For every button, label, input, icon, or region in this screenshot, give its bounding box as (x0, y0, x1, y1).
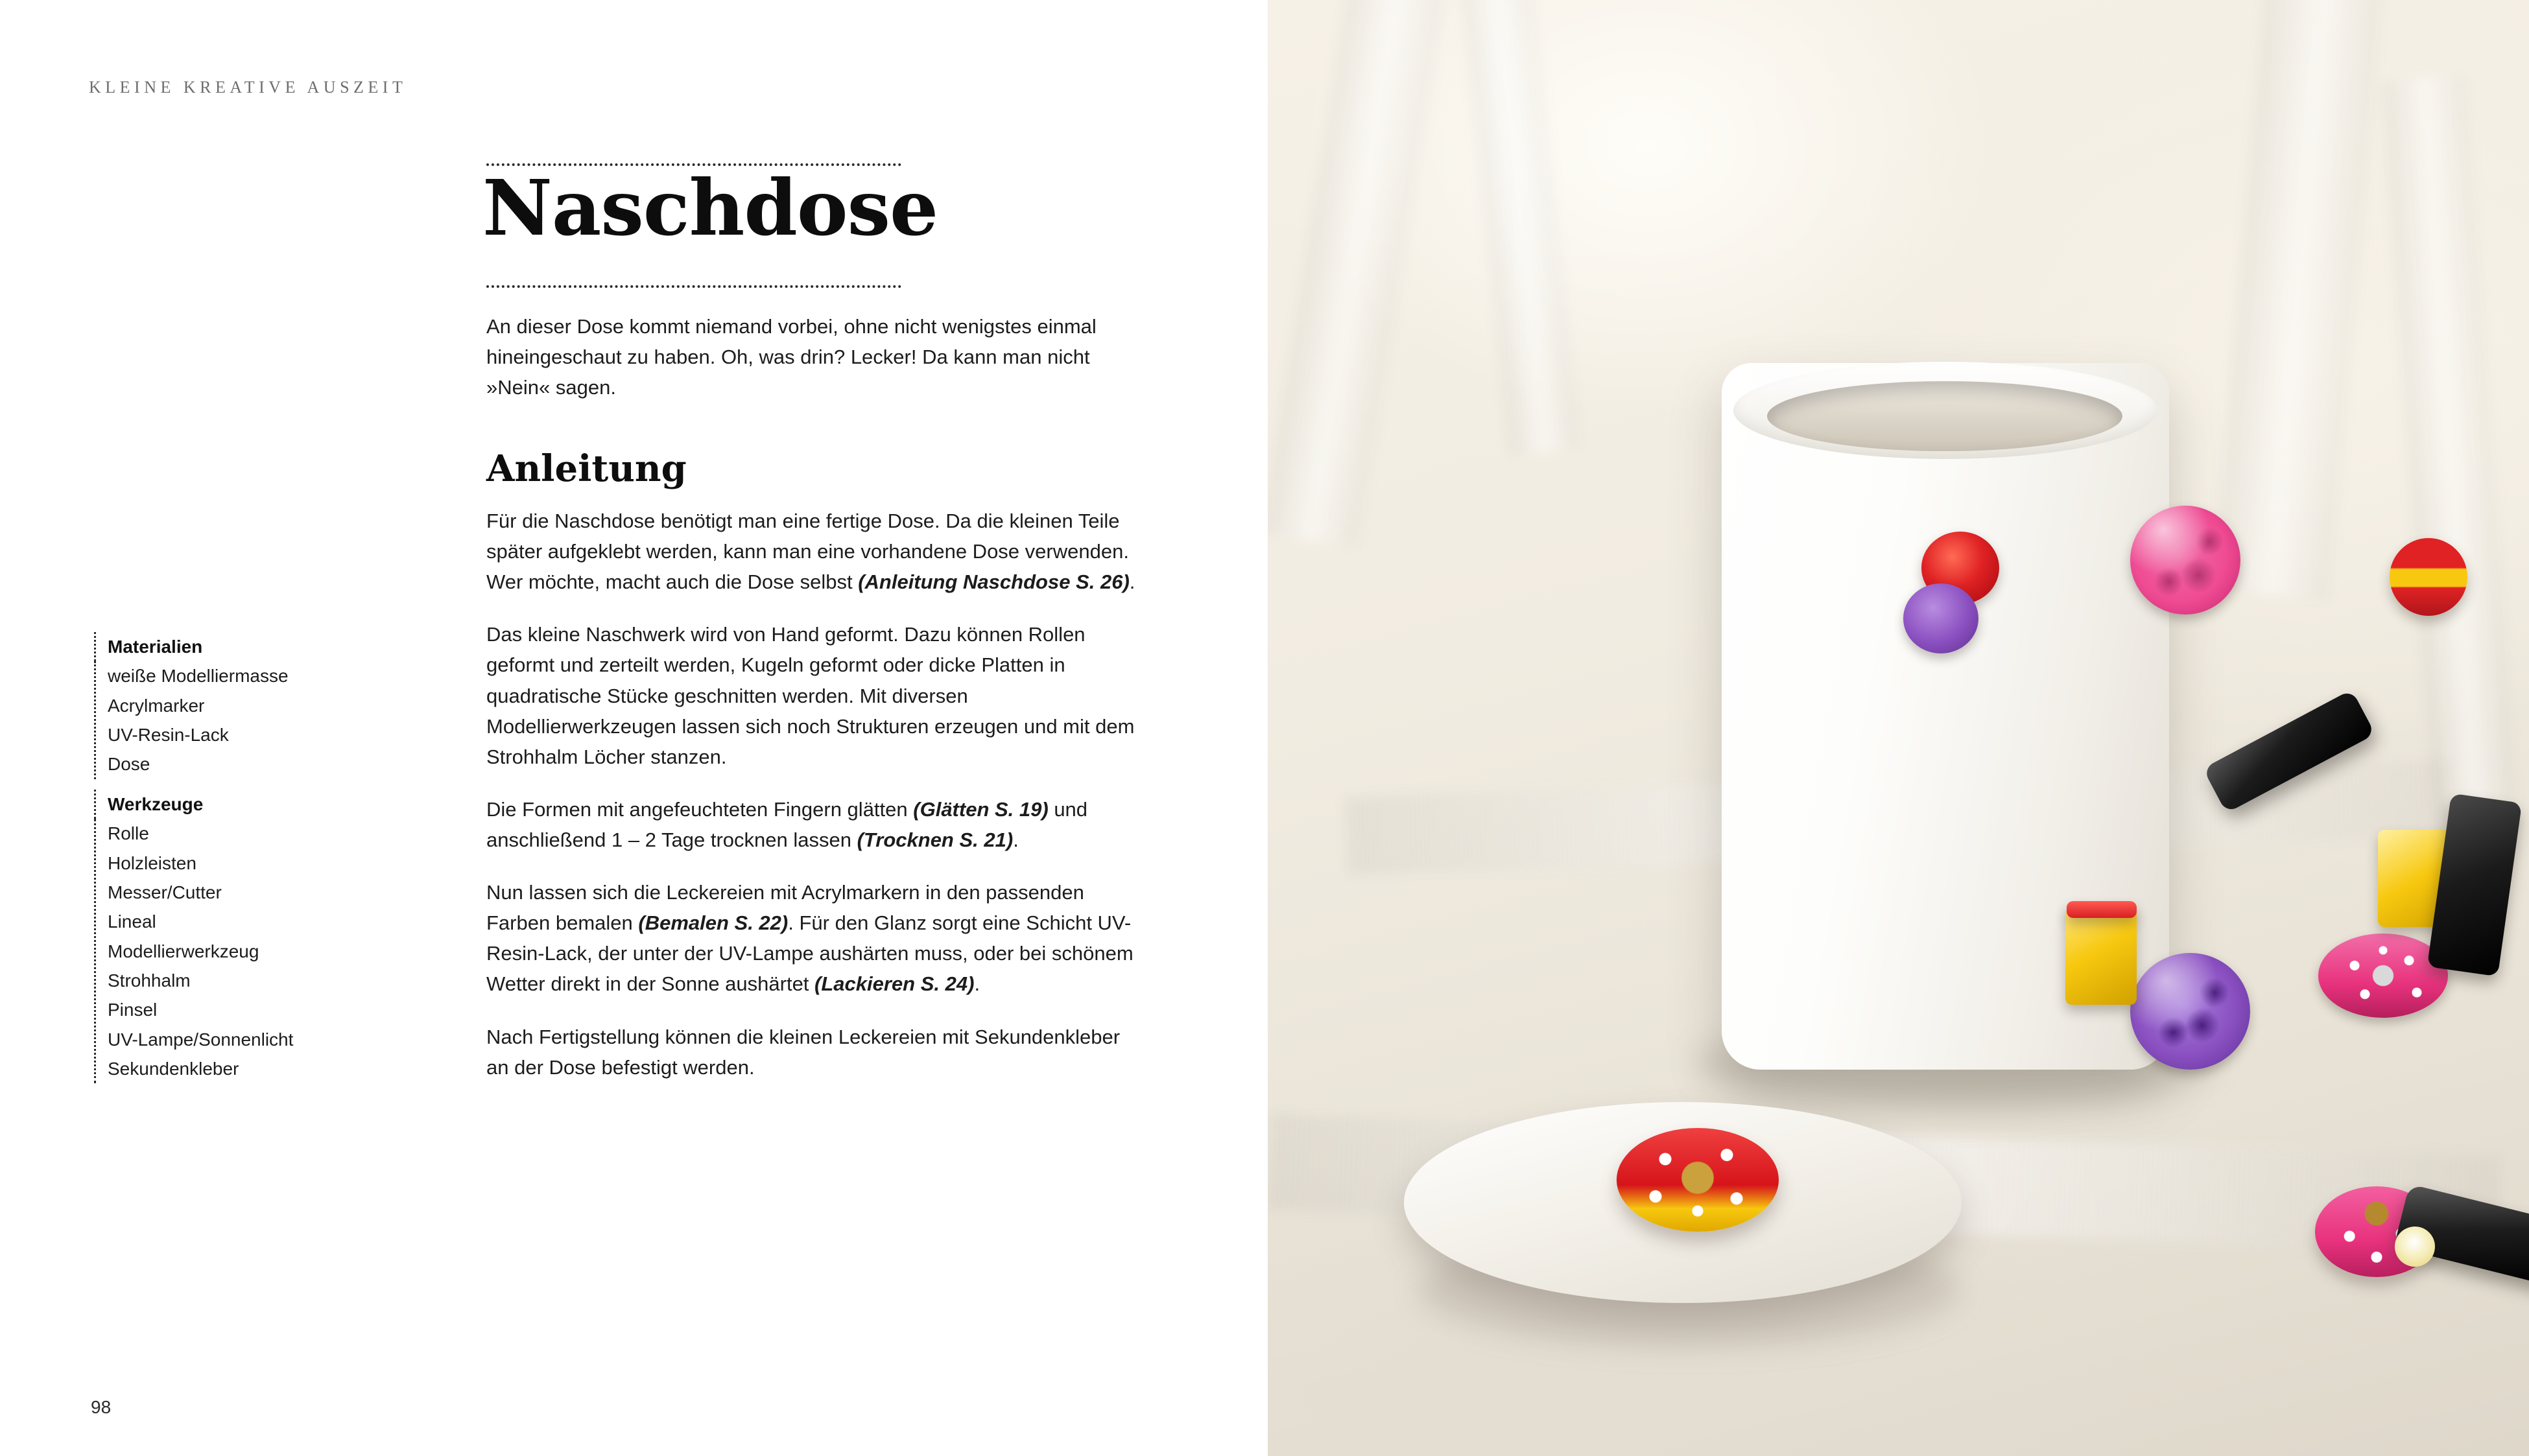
materials-block (94, 632, 399, 779)
candy-red-strip (2067, 901, 2137, 918)
materials-list (94, 661, 399, 779)
paragraph-4-lead: Nun lassen sich die Leckereien mit Acrylmarkern in den passenden Farben bemalen (486, 881, 1084, 935)
tools-heading: Werkzeuge (94, 790, 399, 819)
list-item: UV-Resin-Lack (108, 725, 229, 746)
paragraph-5 (486, 1022, 1145, 1083)
paragraph-3-lead: Die Formen mit angefeuchteten Fingern glätten (486, 797, 914, 821)
jar-opening (1767, 381, 2122, 451)
page-title: Naschdose (482, 163, 938, 253)
candy-pink-speckled-ball (2130, 506, 2240, 615)
paragraph-3-ref: (Glätten S. 19) (913, 797, 1049, 821)
list-item: Pinsel (108, 1000, 158, 1020)
materials-heading: Materialien (94, 632, 399, 661)
list-item: UV-Lampe/Sonnenlicht (108, 1029, 294, 1050)
list-item: weiße Modelliermasse (108, 666, 289, 687)
list-item: Strohhalm (108, 970, 191, 991)
list-item: Rolle (108, 823, 149, 844)
paragraph-2 (486, 619, 1145, 772)
paragraph-1-ref: (Anleitung Naschdose S. 26) (858, 570, 1130, 594)
list-item: Holzleisten (108, 852, 196, 873)
side-column (94, 632, 399, 1094)
paragraph-2-lead: Das kleine Naschwerk wird von Hand geformt. Dazu können Rollen geformt und zerteilt werden, Kugeln geformt oder dicke Platten in quadratische Stücke geschnitten werden. Mit diversen Modellierwerkzeugen lassen sich noch Strukturen erzeugen und mit dem Strohhalm Löcher stanzen. (486, 623, 1135, 768)
divider-bottom (486, 285, 901, 288)
candy-pink-dotted-disc (2318, 933, 2448, 1018)
candy-red-yellow-layered (2390, 538, 2467, 616)
running-head: KLEINE KREATIVE AUSZEIT (89, 78, 407, 97)
paragraph-3 (486, 794, 1145, 855)
paragraph-4-mid: . Für den Glanz sorgt eine Schicht UV-Resin-Lack, der unter der UV-Lampe aushärten muss, oder bei schönem Wetter direkt in der Sonne aushärtet (486, 911, 1134, 996)
paragraph-4 (486, 877, 1145, 999)
body-copy (486, 506, 1145, 1105)
paragraph-4-tail: . (974, 972, 980, 996)
candy-purple-disc (1903, 583, 1978, 653)
paragraph-1 (486, 506, 1145, 597)
list-item: Dose (108, 754, 150, 775)
paragraph-3-ref2: (Trocknen S. 21) (857, 828, 1014, 851)
tools-block (94, 790, 399, 1084)
paragraph-4-ref: (Bemalen S. 22) (638, 911, 789, 935)
list-item: Lineal (108, 911, 156, 932)
section-heading: Anleitung (486, 447, 687, 490)
intro-paragraph: An dieser Dose kommt niemand vorbei, ohne nicht wenigstes einmal hineingeschaut zu haben. Oh, was drin? Lecker! Da kann man nicht »Nein« sagen. (486, 315, 1097, 399)
candy-purple-speckled-ball (2130, 953, 2250, 1070)
paragraph-4-ref2: (Lackieren S. 24) (814, 972, 975, 996)
photo-page (1268, 0, 2529, 1456)
list-item: Acrylmarker (108, 695, 205, 716)
tools-list (94, 819, 399, 1083)
candy-yellow-cube (2065, 908, 2137, 1005)
list-item: Sekundenkleber (108, 1059, 239, 1079)
paragraph-3-mid: und anschließend 1 – 2 Tage trocknen lassen (486, 797, 1088, 851)
paragraph-5-lead: Nach Fertigstellung können die kleinen Leckereien mit Sekundenkleber an der Dose befestigt werden. (486, 1025, 1121, 1079)
page-number: 98 (91, 1397, 112, 1417)
paragraph-1-lead: Für die Naschdose benötigt man eine fertige Dose. Da die kleinen Teile später aufgeklebt werden, kann man eine vorhandene Dose verwenden. Wer möchte, macht auch die Dose selbst (486, 510, 1129, 594)
paragraph-3-tail: . (1013, 828, 1019, 851)
list-item: Modellierwerkzeug (108, 941, 259, 961)
candy-red-dotted-donut (1617, 1128, 1779, 1232)
list-item: Messer/Cutter (108, 882, 222, 902)
paragraph-1-tail: . (1129, 570, 1135, 594)
